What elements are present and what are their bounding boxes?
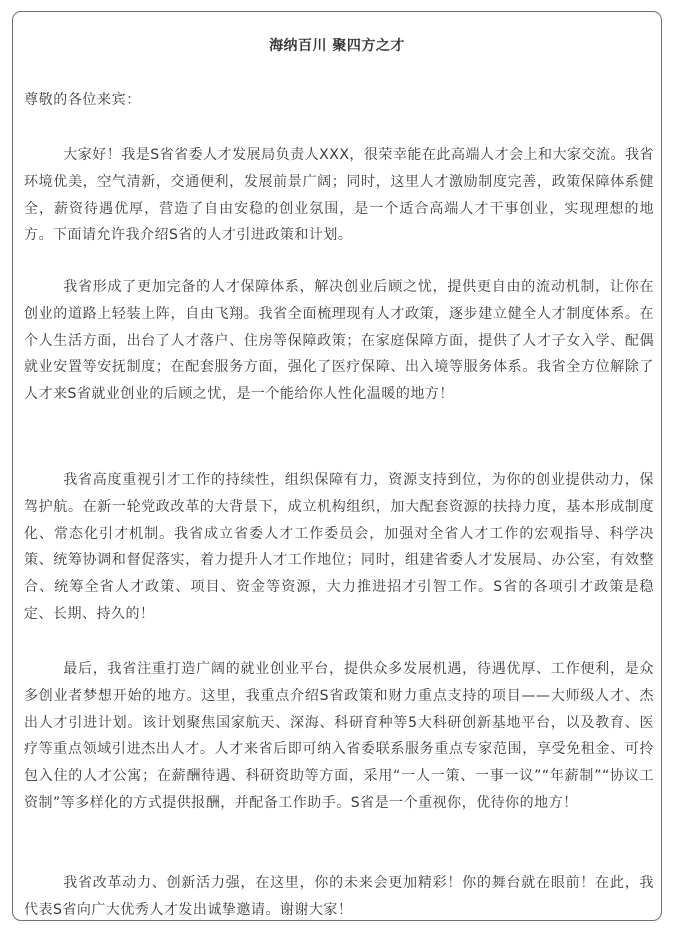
document-frame [12,11,662,921]
salutation: 尊敬的各位来宾： [24,92,141,108]
paragraph-employment-platform: 最后，我省注重打造广阔的就业创业平台，提供众多发展机遇，待遇优厚、工作便利，是众多创业者梦想开始的地方。这里，我重点介绍S省政策和财力重点支持的项目——大师级人才、杰出人才引进计划。该计划聚焦国家航天、深海、科研育种等5大科研创新基地平台，以及教育、医疗等重点领域引进杰出人才。人才来省后即可纳入省委联系服务重点专家范围，享受免租金、可拎包入住的人才公寓；在薪酬待遇、科研资助等方面，采用“一人一策、一事一议”“年薪制”“协议工资制”等多样化的方式提供报酬，并配备工作助手。S省是一个重视你，优待你的地方！ [24,661,654,811]
paragraph-introduction: 大家好！我是S省省委人才发展局负责人XXX，很荣幸能在此高端人才会上和大家交流。我省环境优美，空气清新，交通便利，发展前景广阔；同时，这里人才激励制度完善，政策保障体系健全，薪资待遇优厚，营造了自由安稳的创业氛围，是一个适合高端人才干事创业，实现理想的地方。下面请允许我介绍S省的人才引进政策和计划。 [24,147,654,244]
paragraph-talent-security: 我省形成了更加完备的人才保障体系，解决创业后顾之忧，提供更自由的流动机制，让你在创业的道路上轻装上阵，自由飞翔。我省全面梳理现有人才政策，逐步建立健全人才制度体系。在个人生活方面，出台了人才落户、住房等保障政策；在家庭保障方面，提供了人才子女入学、配偶就业安置等安抚制度；在配套服务方面，强化了医疗保障、出入境等服务体系。我省全方位解除了人才来S省就业创业的后顾之忧，是一个能给你人性化温暖的地方！ [24,279,654,403]
paragraph-closing: 我省改革动力、创新活力强，在这里，你的未来会更加精彩！你的舞台就在眼前！在此，我代表S省向广大优秀人才发出诚挚邀请。谢谢大家！ [24,875,654,918]
document-title: 海纳百川 聚四方之才 [269,38,405,54]
paragraph-recruitment-continuity: 我省高度重视引才工作的持续性，组织保障有力，资源支持到位，为你的创业提供动力，保驾护航。在新一轮党政改革的大背景下，成立机构组织，加大配套资源的扶持力度，基本形成制度化、常态化引才机制。我省成立省委人才工作委员会，加强对全省人才工作的宏观指导、科学决策、统筹协调和督促落实，着力提升人才工作地位；同时，组建省委人才发展局、办公室，有效整合、统筹全省人才政策、项目、资金等资源，大力推进招才引智工作。S省的各项引才政策是稳定、长期、持久的！ [24,472,654,622]
